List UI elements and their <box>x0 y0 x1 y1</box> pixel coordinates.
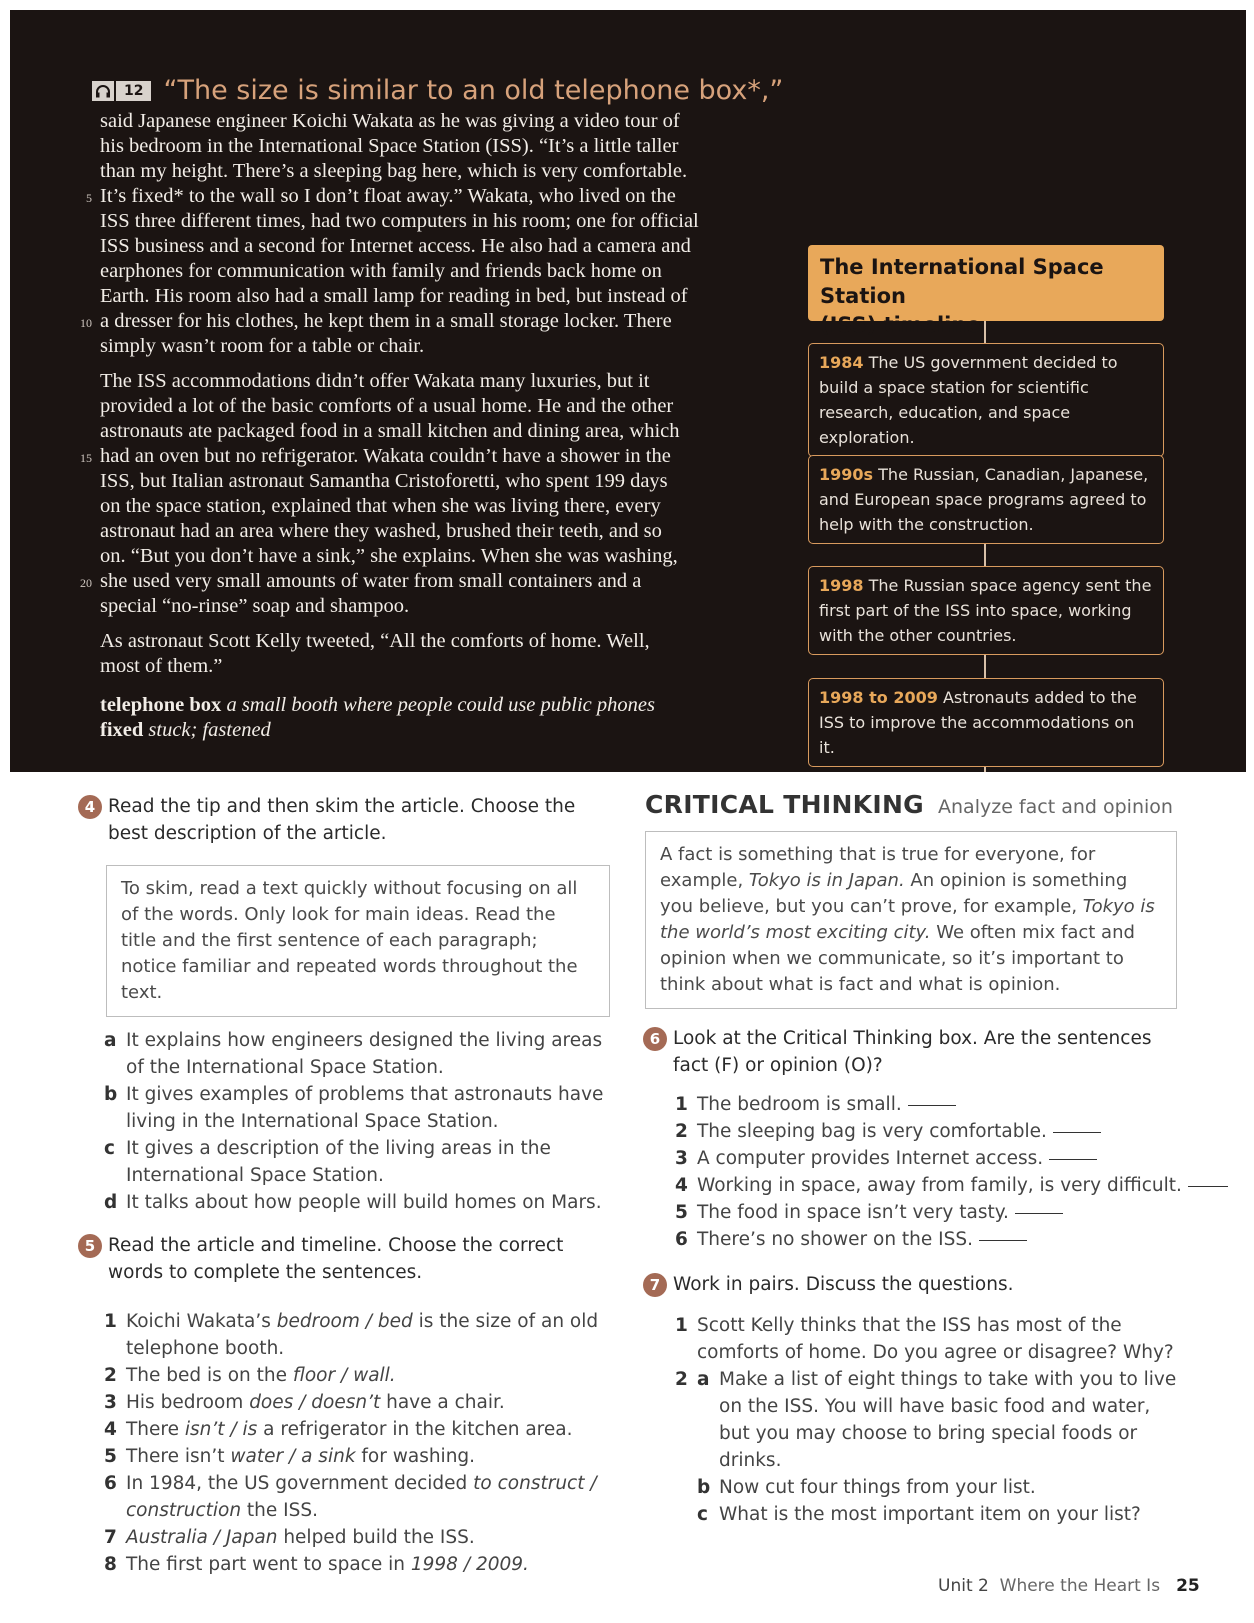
exercise-6-item <box>675 1118 1177 1145</box>
glossary-definition: a small booth where people could use public phones <box>226 694 655 716</box>
timeline-event-1998-2009 <box>808 678 1164 767</box>
option-text: It explains how engineers designed the living areas of the International Space Station. <box>126 1030 603 1078</box>
sentence: The food in space isn’t very tasty. <box>697 1202 1009 1223</box>
exercise-6-item <box>675 1172 1182 1199</box>
exercise-6-item <box>675 1091 1177 1118</box>
article-line-text: had an oven but no refrigerator. Wakata couldn’t have a shower in the <box>100 445 671 467</box>
option-d[interactable] <box>104 1189 610 1216</box>
answer-blank[interactable] <box>908 1104 956 1106</box>
article-line-text: a dresser for his clothes, he kept them in a small storage locker. There <box>100 310 672 332</box>
timeline-title-line2: (ISS) timeline <box>820 313 981 337</box>
timeline-event-1990s <box>808 455 1164 544</box>
exercise-number: 6 <box>643 1027 667 1051</box>
ct-text: An opinion is something you believe, but you can’t prove, for example, <box>660 870 1128 917</box>
article-line: astronaut had an area where they washed, brushed their teeth, and so <box>100 520 662 542</box>
unit-title: Where the Heart Is <box>999 1576 1161 1596</box>
question-2b <box>697 1474 1177 1501</box>
glossary-term: fixed <box>100 719 144 741</box>
exercise-6-items <box>675 1091 1182 1253</box>
exercise-5-heading <box>78 1232 610 1286</box>
option-key: d <box>104 1192 118 1213</box>
audio-track-badge[interactable] <box>92 81 151 101</box>
exercise-5-item <box>104 1470 610 1524</box>
critical-thinking-title: CRITICAL THINKING <box>645 790 925 819</box>
item-text <box>126 1308 610 1362</box>
sub-text: What is the most important item on your list? <box>719 1504 1141 1525</box>
critical-thinking-box <box>645 831 1177 1009</box>
item-key: 3 <box>675 1148 688 1169</box>
question-2-parts <box>697 1366 1177 1528</box>
article-line: on the space station, explained that when she was living there, every <box>100 495 661 517</box>
ct-text: We often mix fact and opinion when we communicate, so it’s important to think about what is fact and what is opinion. <box>660 922 1135 995</box>
exercise-number: 5 <box>78 1234 102 1258</box>
article-line-15 <box>80 444 790 469</box>
question-text: Scott Kelly thinks that the ISS has most of the comforts of home. Do you agree or disagree? Why? <box>697 1315 1174 1363</box>
headphones-icon <box>92 81 114 101</box>
sentence: Working in space, away from family, is very difficult. <box>697 1175 1182 1196</box>
question-2a <box>697 1366 1177 1474</box>
word-choice[interactable]: 1998 / 2009. <box>410 1554 529 1575</box>
timeline-title <box>808 245 1164 337</box>
sentence: The bedroom is small. <box>697 1094 902 1115</box>
page-footer <box>938 1576 1200 1596</box>
item-pre: His bedroom <box>126 1392 250 1413</box>
answer-blank[interactable] <box>1188 1185 1228 1187</box>
glossary-term: telephone box <box>100 694 222 716</box>
word-choice[interactable]: water / a sink <box>230 1446 356 1467</box>
ct-example: Tokyo is the world’s most exciting city. <box>660 896 1155 943</box>
article-line: provided a lot of the basic comforts of a usual home. He and the other <box>100 395 674 417</box>
exercise-number: 4 <box>78 795 102 819</box>
headline-text: “The size is similar to an old telephone box*,” <box>163 75 784 106</box>
glossary-definition: stuck; fastened <box>148 719 271 741</box>
exercise-4-options <box>104 1027 610 1216</box>
article-line: on. “But you don’t have a sink,” she explains. When she was washing, <box>100 545 678 567</box>
item-text <box>697 1091 1177 1118</box>
left-column <box>78 793 610 1578</box>
timeline-title-line1: The International Space Station <box>820 255 1104 308</box>
item-text <box>126 1389 610 1416</box>
item-text <box>126 1362 610 1389</box>
timeline-text: The Russian, Canadian, Japanese, and European space programs agreed to help with the construction. <box>819 465 1149 534</box>
option-text: It gives a description of the living areas in the International Space Station. <box>126 1138 551 1186</box>
article-headline <box>92 75 790 107</box>
exercise-7-heading <box>643 1271 1177 1298</box>
item-key: 2 <box>675 1121 688 1142</box>
article-line: ISS business and a second for Internet access. He also had a camera and <box>100 235 691 257</box>
timeline-text: The US government decided to build a space station for scientific research, education, and space exploration. <box>819 353 1118 447</box>
item-key: 5 <box>675 1202 688 1223</box>
sub-key: c <box>697 1504 708 1525</box>
item-key: 1 <box>675 1094 688 1115</box>
article-line: astronauts ate packaged food in a small kitchen and dining area, which <box>100 420 680 442</box>
critical-thinking-heading <box>645 790 1177 819</box>
timeline-year: 1984 <box>819 353 864 372</box>
exercise-6-item <box>675 1199 1177 1226</box>
timeline-text: The Russian space agency sent the first part of the ISS into space, working with the other countries. <box>819 576 1152 645</box>
sub-text: Make a list of eight things to take with you to live on the ISS. You will have basic food and water, but you may choose to bring special foods or drinks. <box>719 1369 1177 1471</box>
item-text <box>126 1416 610 1443</box>
article-line: earphones for communication with family and friends back home on <box>100 260 662 282</box>
timeline-event-1998 <box>808 566 1164 655</box>
exercise-7-items <box>675 1312 1177 1528</box>
option-key: a <box>104 1030 117 1051</box>
item-key: 5 <box>104 1446 117 1467</box>
exercise-number: 7 <box>643 1273 667 1297</box>
option-key: c <box>104 1138 115 1159</box>
glossary-entry <box>100 718 790 743</box>
article-line: The ISS accommodations didn’t offer Wakata many luxuries, but it <box>100 370 650 392</box>
sentence: There’s no shower on the ISS. <box>697 1229 973 1250</box>
article-paragraph-3 <box>100 629 790 679</box>
item-key: 6 <box>104 1473 117 1494</box>
exercise-5-instruction: Read the article and timeline. Choose the correct words to complete the sentences. <box>108 1235 564 1283</box>
item-key: 3 <box>104 1392 117 1413</box>
audio-track-number: 12 <box>116 81 151 101</box>
line-number: 20 <box>80 576 92 590</box>
item-post: for washing. <box>355 1446 476 1467</box>
exercise-4-instruction: Read the tip and then skim the article. Choose the best description of the article. <box>108 796 576 844</box>
exercise-7-question-1 <box>675 1312 1177 1366</box>
exercise-4-heading <box>78 793 610 847</box>
answer-blank[interactable] <box>1049 1158 1097 1160</box>
glossary-entry <box>100 693 790 718</box>
item-pre: In 1984, the US government decided <box>126 1473 474 1494</box>
timeline-event-1984 <box>808 343 1164 457</box>
article-text <box>80 75 790 743</box>
article-line: special “no-rinse” soap and shampoo. <box>100 595 410 617</box>
item-post: is the size of an old telephone booth. <box>126 1311 599 1359</box>
timeline-year: 1998 <box>819 576 864 595</box>
item-key: 6 <box>675 1229 688 1250</box>
timeline-year: 1990s <box>819 465 874 484</box>
word-choice[interactable]: Australia / Japan <box>126 1527 278 1548</box>
item-text <box>697 1145 1177 1172</box>
item-text <box>126 1524 610 1551</box>
article-line-20 <box>80 569 790 594</box>
item-text <box>126 1551 610 1578</box>
item-post: helped build the ISS. <box>277 1527 475 1548</box>
article-line: Earth. His room also had a small lamp for reading in bed, but instead of <box>100 285 688 307</box>
item-pre: There isn’t <box>126 1446 231 1467</box>
word-choice[interactable]: floor / wall. <box>292 1365 396 1386</box>
timeline-text: Astronauts added to the ISS to improve the accommodations on it. <box>819 688 1137 757</box>
option-key: b <box>104 1084 118 1105</box>
article-line: said Japanese engineer Koichi Wakata as he was giving a video tour of <box>100 110 680 132</box>
article-line-text: she used very small amounts of water from small containers and a <box>100 570 642 592</box>
article-line: than my height. There’s a sleeping bag here, which is very comfortable. <box>100 160 688 182</box>
item-pre: The first part went to space in <box>126 1554 411 1575</box>
answer-blank[interactable] <box>979 1239 1027 1241</box>
sentence: The sleeping bag is very comfortable. <box>697 1121 1047 1142</box>
sub-key: a <box>697 1369 710 1390</box>
article-line: As astronaut Scott Kelly tweeted, “All the comforts of home. Well, <box>100 630 650 652</box>
question-2c <box>697 1501 1177 1528</box>
word-choice[interactable]: to construct / construction <box>126 1473 597 1521</box>
item-key: 4 <box>675 1175 688 1196</box>
option-c[interactable] <box>104 1135 610 1189</box>
word-choice[interactable]: bedroom / bed <box>276 1311 413 1332</box>
item-key: 1 <box>104 1311 117 1332</box>
exercise-5-items <box>104 1308 610 1578</box>
sub-text: Now cut four things from your list. <box>719 1477 1036 1498</box>
article-panel <box>10 10 1246 772</box>
exercise-7-question-2 <box>675 1366 1177 1528</box>
item-text <box>697 1118 1177 1145</box>
word-choice[interactable]: isn’t / is <box>184 1419 258 1440</box>
line-number: 15 <box>80 451 92 465</box>
item-text <box>126 1443 610 1470</box>
option-text: It gives examples of problems that astronauts have living in the International Space Station. <box>126 1084 604 1132</box>
exercise-5-item <box>104 1551 610 1578</box>
item-post: a refrigerator in the kitchen area. <box>257 1419 573 1440</box>
skimming-tip-box: To skim, read a text quickly without focusing on all of the words. Only look for main ideas. Read the title and the first sentence of each paragraph; notice familiar and repeated words throughout the text. <box>106 865 610 1017</box>
ct-text: A fact is something that is true for everyone, for example, <box>660 844 1096 891</box>
article-paragraph-2 <box>80 369 790 619</box>
item-text <box>697 1226 1177 1253</box>
article-line: his bedroom in the International Space Station (ISS). “It’s a little taller <box>100 135 679 157</box>
option-text: It talks about how people will build homes on Mars. <box>126 1192 602 1213</box>
item-pre: Koichi Wakata’s <box>126 1311 277 1332</box>
sentence: A computer provides Internet access. <box>697 1148 1044 1169</box>
item-key: 1 <box>675 1315 688 1336</box>
exercise-5-item <box>104 1524 610 1551</box>
exercise-5-item <box>104 1362 610 1389</box>
ct-example: Tokyo is in Japan. <box>748 870 905 891</box>
timeline-year: 1998 to 2009 <box>819 688 938 707</box>
option-b[interactable] <box>104 1081 610 1135</box>
right-column <box>645 790 1182 1528</box>
exercise-6-instruction: Look at the Critical Thinking box. Are the sentences fact (F) or opinion (O)? <box>673 1028 1152 1076</box>
exercise-5-item <box>104 1308 610 1362</box>
item-key: 2 <box>104 1365 117 1386</box>
article-paragraph-1 <box>80 109 790 359</box>
item-text <box>126 1470 610 1524</box>
exercise-5-item <box>104 1443 610 1470</box>
exercise-6-item <box>675 1226 1177 1253</box>
page-number: 25 <box>1176 1576 1200 1596</box>
exercise-5-item <box>104 1416 610 1443</box>
item-text <box>697 1172 1228 1199</box>
unit-label: Unit 2 <box>938 1576 989 1596</box>
answer-blank[interactable] <box>1015 1212 1063 1214</box>
item-key: 2 <box>675 1369 688 1390</box>
item-post: the ISS. <box>241 1500 318 1521</box>
article-line: simply wasn’t room for a table or chair. <box>100 335 425 357</box>
exercise-6-heading <box>643 1025 1177 1079</box>
item-pre: The bed is on the <box>126 1365 293 1386</box>
line-number: 10 <box>80 316 92 330</box>
item-key: 8 <box>104 1554 117 1575</box>
answer-blank[interactable] <box>1053 1131 1101 1133</box>
critical-thinking-subtitle: Analyze fact and opinion <box>938 796 1173 818</box>
item-key: 4 <box>104 1419 117 1440</box>
exercise-5-item <box>104 1389 610 1416</box>
item-text <box>697 1199 1177 1226</box>
article-line-text: It’s fixed* to the wall so I don’t float away.” Wakata, who lived on the <box>100 185 676 207</box>
article-line: ISS, but Italian astronaut Samantha Cristoforetti, who spent 199 days <box>100 470 668 492</box>
item-key: 7 <box>104 1527 117 1548</box>
exercise-6-item <box>675 1145 1177 1172</box>
item-post: have a chair. <box>380 1392 505 1413</box>
article-line-10 <box>80 309 790 334</box>
exercise-7-instruction: Work in pairs. Discuss the questions. <box>673 1274 1014 1295</box>
item-pre: There <box>126 1419 185 1440</box>
sub-key: b <box>697 1477 711 1498</box>
article-line-5 <box>86 184 790 209</box>
article-line: most of them.” <box>100 655 223 677</box>
article-line: ISS three different times, had two computers in his room; one for official <box>100 210 699 232</box>
option-a[interactable] <box>104 1027 610 1081</box>
glossary <box>100 693 790 743</box>
word-choice[interactable]: does / doesn’t <box>249 1392 381 1413</box>
line-number: 5 <box>86 191 92 205</box>
